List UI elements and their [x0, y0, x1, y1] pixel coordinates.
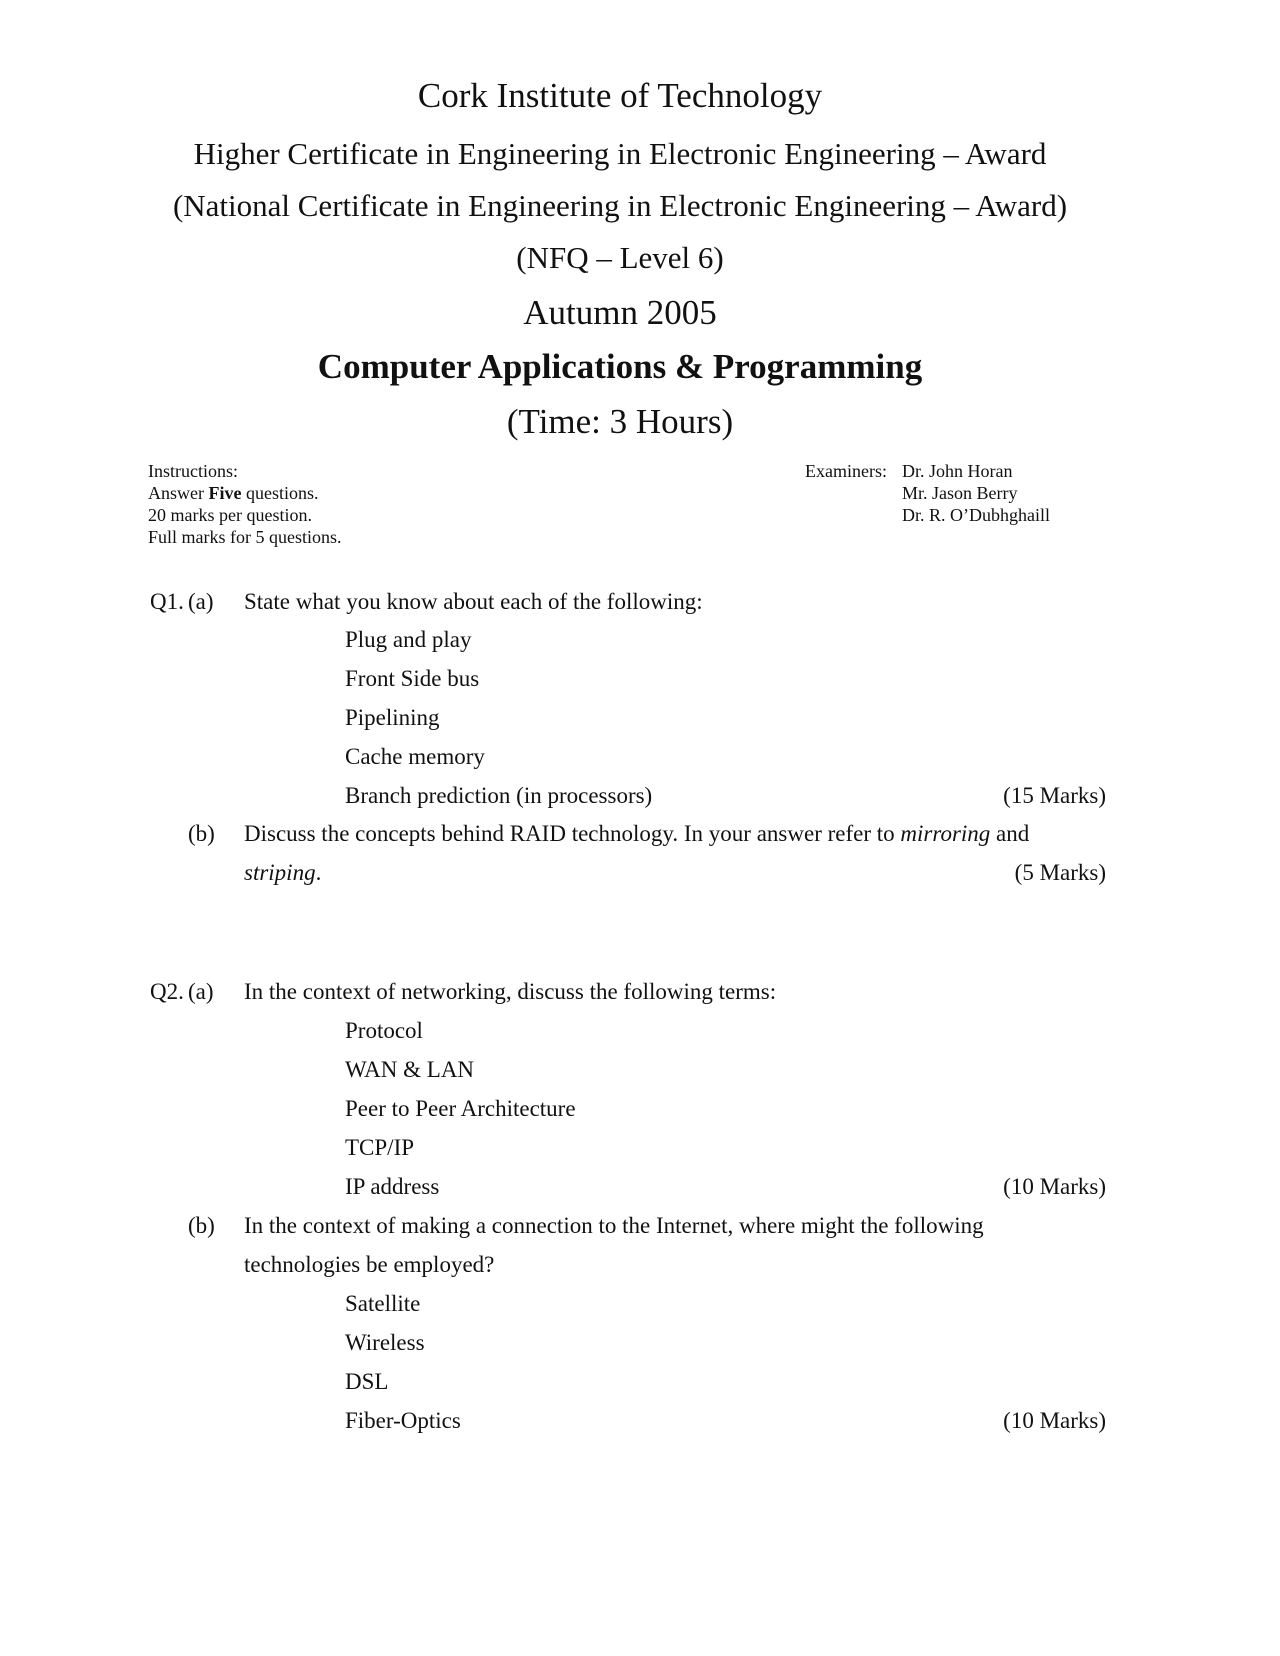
question-text: In the context of networking, discuss the following terms:	[244, 979, 777, 1004]
list-item: IP address	[345, 1174, 440, 1199]
question-text: State what you know about each of the following:	[244, 589, 703, 614]
instructions-heading: Instructions:	[148, 461, 238, 481]
list-item: WAN & LAN	[345, 1057, 475, 1082]
list-item: Cache memory	[345, 744, 485, 769]
examiner-name: Dr. John Horan	[902, 461, 1013, 481]
instructions-answer: Answer Five questions.	[148, 483, 319, 503]
part-label: (a)	[188, 979, 214, 1004]
exam-duration: (Time: 3 Hours)	[506, 402, 734, 441]
list-item: Front Side bus	[345, 666, 480, 691]
list-item: Satellite	[345, 1291, 421, 1316]
part-label: (a)	[188, 589, 214, 614]
examiner-name: Mr. Jason Berry	[902, 483, 1018, 503]
list-item: TCP/IP	[345, 1135, 415, 1160]
instructions-full-marks: Full marks for 5 questions.	[148, 527, 342, 547]
marks-label: (15 Marks)	[1003, 783, 1106, 808]
marks-label: (10 Marks)	[1003, 1174, 1106, 1199]
list-item: Peer to Peer Architecture	[345, 1096, 576, 1121]
list-item: Pipelining	[345, 705, 440, 730]
examiners-label: Examiners:	[805, 461, 887, 481]
list-item: Wireless	[345, 1330, 425, 1355]
question-text-continued: technologies be employed?	[244, 1252, 495, 1277]
nfq-level: (NFQ – Level 6)	[516, 240, 724, 275]
marks-label: (5 Marks)	[1014, 860, 1106, 885]
examiner-name: Dr. R. O’Dubhghaill	[902, 505, 1050, 525]
marks-label: (10 Marks)	[1003, 1408, 1106, 1433]
part-label: (b)	[188, 1213, 215, 1238]
instructions-marks-per-question: 20 marks per question.	[148, 505, 312, 525]
subject-title: Computer Applications & Programming	[317, 347, 923, 386]
question-text: Discuss the concepts behind RAID technology. In your answer refer to mirroring and	[244, 821, 1030, 846]
list-item: Plug and play	[345, 627, 472, 652]
question-text-continued: striping.	[244, 860, 322, 885]
programme-alt-title: (National Certificate in Engineering in Electronic Engineering – Award)	[172, 188, 1068, 223]
list-item: Protocol	[345, 1018, 423, 1043]
list-item: Fiber-Optics	[345, 1408, 461, 1433]
list-item: DSL	[345, 1369, 389, 1394]
list-item: Branch prediction (in processors)	[345, 783, 653, 808]
exam-term: Autumn 2005	[523, 293, 717, 332]
institution-name: Cork Institute of Technology	[417, 76, 823, 115]
instructions-block	[148, 460, 342, 548]
question-text: In the context of making a connection to the Internet, where might the following	[244, 1213, 984, 1238]
examiners-names	[902, 460, 1050, 526]
question-number: Q1.	[150, 589, 184, 614]
part-label: (b)	[188, 821, 215, 846]
question-number: Q2.	[150, 979, 184, 1004]
programme-title: Higher Certificate in Engineering in Electronic Engineering – Award	[193, 136, 1047, 171]
